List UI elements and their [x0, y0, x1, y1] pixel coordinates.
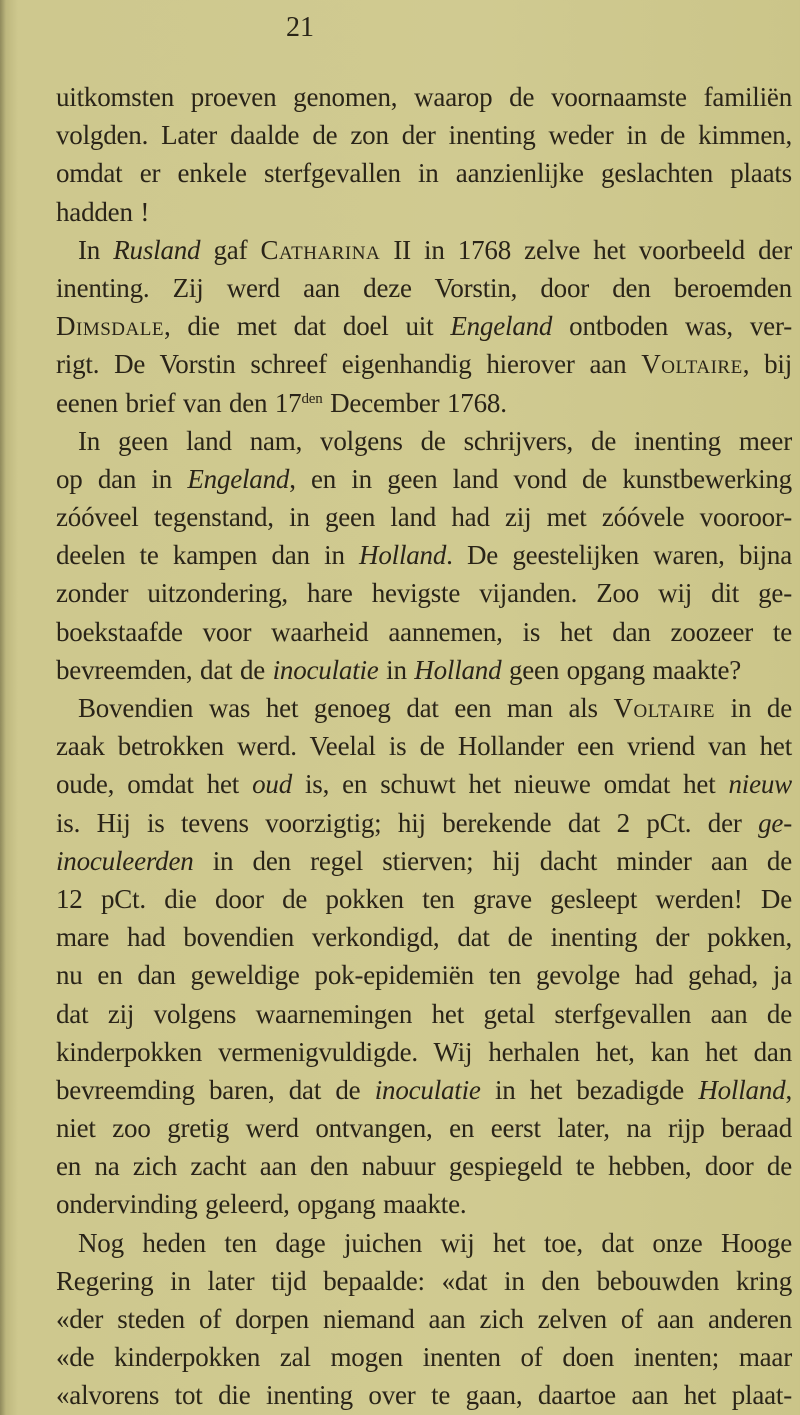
italic-text: Engeland	[187, 463, 290, 494]
text-run: bevreemden, dat de	[56, 654, 273, 685]
text-run: «de kinderpokken zal mogen inenten of doen inenten; maar	[56, 1342, 792, 1373]
text-run: in den regel stierven; hij dacht minder aan de	[193, 845, 792, 876]
text-line	[56, 384, 792, 422]
text-run: in de	[715, 693, 792, 723]
text-line	[56, 918, 792, 956]
italic-text: Rusland	[113, 234, 201, 265]
text-line	[56, 1185, 792, 1223]
text-run: «der steden of dorpen niemand aan zich zelven of aan anderen	[56, 1304, 792, 1334]
text-run: geen opgang maakte?	[501, 654, 742, 685]
text-run: mare had bovendien verkondigd, dat de inenting der pokken,	[56, 922, 792, 953]
text-line	[56, 269, 792, 307]
text-line	[56, 345, 792, 383]
italic-text: Holland	[414, 654, 502, 685]
text-line	[56, 460, 792, 498]
text-line	[56, 116, 792, 154]
text-run: , die met dat doel uit	[163, 311, 451, 342]
text-line	[56, 1300, 792, 1338]
text-run: bevreemding baren, dat de	[56, 1074, 375, 1105]
text-line	[56, 1033, 792, 1071]
text-run: December 1768.	[322, 387, 507, 418]
small-caps-text: Voltaire	[613, 693, 715, 723]
superscript-text: den	[301, 390, 323, 407]
text-line	[56, 727, 792, 765]
italic-text: Holland	[359, 540, 447, 571]
text-run: hadden !	[56, 196, 150, 227]
text-run: oude, omdat het	[56, 769, 253, 800]
text-line	[56, 1224, 792, 1262]
text-run: in	[378, 654, 415, 685]
text-run: , bij	[742, 349, 792, 380]
text-run: nu en dan geweldige pok-epidemiën ten gevolge had gehad, ja	[56, 960, 792, 991]
text-run: uitkomsten proeven genomen, waarop de voornaamste familiën	[56, 82, 792, 112]
text-run: zonder uitzondering, hare hevigste vijanden. Zoo wij dit ge-	[56, 578, 792, 609]
paragraph	[56, 78, 792, 231]
text-run: niet zoo gretig werd ontvangen, en eerst later, na rijp beraad	[56, 1113, 792, 1144]
text-line	[56, 613, 792, 651]
text-run: , en in geen land vond de kunstbewerking	[289, 463, 792, 494]
text-run: II in 1768 zelve het voorbeeld der	[380, 234, 792, 265]
text-run: deelen te kampen dan in	[56, 540, 360, 571]
text-line	[56, 995, 792, 1033]
text-line	[56, 574, 792, 612]
text-run: kinderpokken vermenigvuldigde. Wij herhalen het, kan het dan	[56, 1036, 792, 1067]
text-line	[56, 154, 792, 192]
text-line	[56, 193, 792, 231]
text-run: rigt. De Vorstin schreef eigenhandig hierover aan	[56, 349, 642, 380]
text-line	[56, 78, 792, 116]
text-run: Bovendien was het genoeg dat een man als	[78, 693, 614, 723]
text-run: «alvorens tot die inenting over te gaan, daartoe aan het plaat-	[56, 1380, 792, 1411]
italic-text: inoculatie	[374, 1074, 481, 1105]
italic-text: ge-	[758, 807, 792, 838]
text-run: Nog heden ten dage juichen wij het toe, dat onze Hooge	[78, 1227, 792, 1258]
paragraph	[56, 689, 792, 1224]
italic-text: Engeland	[450, 311, 553, 342]
text-run: omdat er enkele sterfgevallen in aanzienlijke geslachten plaats	[56, 158, 792, 189]
small-caps-text: Dimsdale	[56, 311, 164, 342]
body-text	[56, 78, 792, 1415]
text-line	[56, 1147, 792, 1185]
text-line	[56, 1376, 792, 1414]
text-run: 12 pCt. die door de pokken ten grave gesleept werden! De	[56, 883, 792, 914]
text-line	[56, 880, 792, 918]
small-caps-text: Catharina	[260, 234, 381, 265]
text-line	[56, 1071, 792, 1109]
text-line	[56, 842, 792, 880]
italic-text: inoculeerden	[56, 845, 194, 876]
text-line	[56, 231, 792, 269]
text-line	[56, 422, 792, 460]
text-run: zóóveel tegenstand, in geen land had zij met zóóvele vooroor-	[56, 502, 792, 533]
small-caps-text: Voltaire	[641, 349, 743, 380]
paragraph	[56, 231, 792, 422]
text-run: ,	[785, 1074, 792, 1105]
text-run: ontboden was, ver-	[552, 311, 792, 342]
italic-text: Holland	[698, 1074, 786, 1105]
text-run: boekstaafde voor waarheid aannemen, is het dan zoozeer te	[56, 616, 792, 647]
text-run: eenen brief van den 17	[56, 387, 302, 418]
text-run: is. Hij is tevens voorzigtig; hij berekende dat 2 pCt. der	[56, 807, 759, 838]
text-run: volgden. Later daalde de zon der inenting weder in de kimmen,	[56, 120, 792, 151]
text-run: in het bezadigde	[480, 1074, 699, 1105]
paragraph	[56, 422, 792, 689]
text-run: In geen land nam, volgens de schrijvers, de inenting meer	[78, 425, 792, 456]
text-line	[56, 1262, 792, 1300]
paragraph	[56, 1224, 792, 1415]
text-line	[56, 651, 792, 689]
text-run: . De geestelijken waren, bijna	[446, 540, 792, 571]
text-run: op dan in	[56, 463, 188, 494]
text-line	[56, 956, 792, 994]
text-run: dat zij volgens waarnemingen het getal sterfgevallen aan de	[56, 998, 792, 1029]
text-run: Regering in later tijd bepaalde: «dat in den bebouwden kring	[56, 1265, 792, 1296]
italic-text: oud	[252, 769, 292, 800]
text-line	[56, 804, 792, 842]
text-run: zaak betrokken werd. Veelal is de Hollander een vriend van het	[56, 731, 792, 762]
page-number: 21	[286, 12, 314, 43]
text-line	[56, 689, 792, 727]
text-line	[56, 536, 792, 574]
italic-text: nieuw	[728, 769, 792, 800]
text-run: gaf	[200, 234, 261, 265]
text-line	[56, 765, 792, 803]
text-line	[56, 1338, 792, 1376]
text-run: en na zich zacht aan den nabuur gespiegeld te hebben, door de	[56, 1151, 792, 1182]
text-line	[56, 498, 792, 536]
text-run: inenting. Zij werd aan deze Vorstin, door den beroemden	[56, 272, 792, 303]
text-line	[56, 1109, 792, 1147]
text-run: is, en schuwt het nieuwe omdat het	[292, 769, 729, 800]
text-run: In	[78, 234, 114, 265]
text-run: ondervinding geleerd, opgang maakte.	[56, 1189, 467, 1220]
italic-text: inoculatie	[272, 654, 379, 685]
text-line	[56, 307, 792, 345]
